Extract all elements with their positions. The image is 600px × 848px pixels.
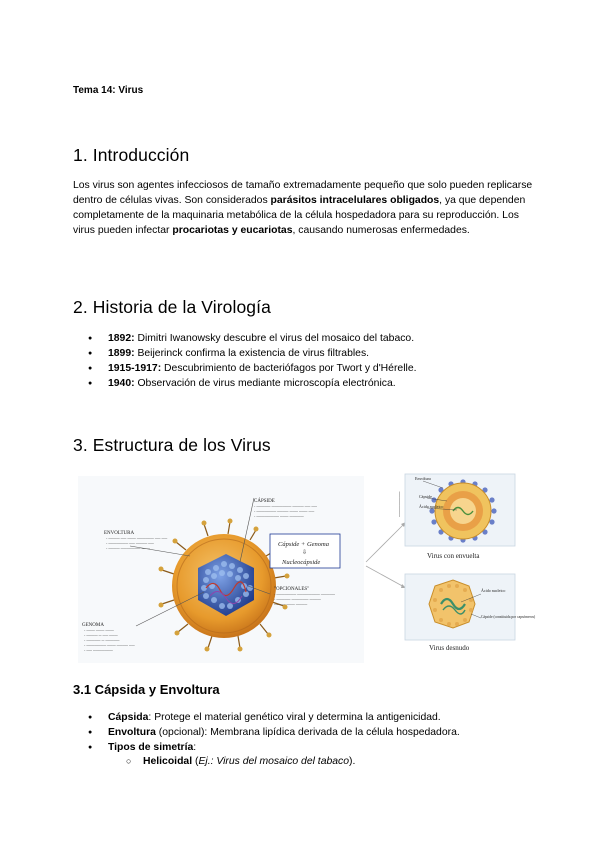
heading-capsida-envoltura: 3.1 Cápsida y Envoltura [73, 682, 220, 697]
svg-text:- ─────── ──── ─── ─── ──: - ─────── ──── ─── ─── ── [254, 509, 315, 514]
svg-text:- ──── ─ ── ───: - ──── ─ ── ─── [84, 633, 118, 638]
capsida-list [73, 710, 460, 755]
enveloped-virus-figure [397, 474, 517, 566]
enveloped-label-capside: Cápside [419, 494, 432, 499]
list-item: ● 1899: Beijerinck confirma la existencia de virus filtrables. [73, 346, 417, 361]
svg-text:- ──── ─────── ───: - ──── ─────── ─── [106, 546, 151, 551]
svg-text:- ─── ─── ───: - ─── ─── ─── [84, 628, 114, 633]
bold-procariotas: procariotas y eucariotas [172, 225, 293, 236]
svg-text:- ──── ── ─── ────── ── ──: - ──── ── ─── ────── ── ── [106, 536, 168, 541]
svg-text:- ── ───────: - ── ─────── [84, 648, 113, 653]
bold-parasitos: parásitos intracelulares obligados [270, 195, 440, 206]
svg-text:- ───── ────── ────: - ───── ────── ──── [274, 597, 321, 602]
list-item: ● 1892: Dimitri Iwanowsky descubre el virus del mosaico del tabaco. [73, 331, 417, 346]
figure-arrows [364, 500, 410, 590]
enveloped-label-envoltura: Envoltura [415, 476, 431, 481]
svg-text:- ─────── ──────── ─────: - ─────── ──────── ───── [274, 592, 336, 597]
heading-estructura: 3. Estructura de los Virus [73, 435, 271, 455]
naked-label-capside: Cápside (constituida por capsómeros) [481, 615, 536, 619]
svg-text:- ──────── ─── ─────: - ──────── ─── ───── [254, 514, 304, 519]
intro-paragraph: Los virus son agentes infecciosos de tamaño extremadamente pequeño que solo pueden replicarse dentro de células vivas. Son considerados parásitos intracelulares obligados, ya que dependen completamente de la maquinaria metabólica de la célula hospedadora para su reproducción. Los virus pueden infectar procariotas y eucariotas, causando numerosas enfermedades. [73, 180, 533, 236]
label-capside: CÁPSIDE [254, 499, 275, 504]
naked-label-acido: Ácido nucleico [481, 588, 506, 593]
svg-text:- ─────── ─── ──── ──: - ─────── ─── ──── ── [84, 643, 135, 648]
svg-text:- ─────── ── ──── ──: - ─────── ── ──── ── [106, 541, 154, 546]
heading-introduccion: 1. Introducción [73, 145, 190, 165]
document-title: Tema 14: Virus [73, 85, 144, 96]
list-item: ● 1940: Observación de virus mediante microscopía electrónica. [73, 376, 417, 391]
svg-text:- ───── ─────── ──── ── ──: - ───── ─────── ──── ── ── [254, 504, 318, 509]
label-genoma: GENOMA [82, 623, 104, 628]
history-list [73, 331, 417, 391]
naked-virus-figure [405, 574, 536, 654]
caption-virus-con-envuelta: Virus con envuelta [427, 552, 480, 560]
caption-virus-desnudo: Virus desnudo [429, 644, 470, 652]
virus-structure-figure [78, 476, 364, 663]
svg-text:- ───── ─ ─────: - ───── ─ ───── [84, 638, 120, 643]
label-nucleocapside: Nucleocápside [282, 559, 321, 566]
enveloped-label-acido: Ácido nucleico [419, 504, 444, 509]
label-envoltura: ENVOLTURA [104, 531, 135, 536]
simetria-sublist [73, 754, 355, 769]
list-item: ● Envoltura (opcional): Membrana lipídica derivada de la célula hospedadora. [73, 725, 460, 740]
heading-historia: 2. Historia de la Virología [73, 297, 271, 317]
svg-text:──── ─── ────: ──── ─── ──── [274, 602, 308, 607]
list-item: ● Cápsida: Protege el material genético viral y determina la antigenicidad. [73, 710, 460, 725]
list-item: ● Tipos de simetría: [73, 740, 460, 755]
list-item: ○ Helicoidal (Ej.: Virus del mosaico del tabaco). [73, 754, 355, 769]
label-capside-genoma: Cápside + Genoma [278, 541, 329, 548]
label-opcionales: "OPCIONALES" [274, 587, 310, 592]
svg-text:⇩: ⇩ [302, 550, 308, 556]
list-item: ● 1915-1917: Descubrimiento de bacteriófagos por Twort y d'Hérelle. [73, 361, 417, 376]
svg-text:─────────: ───────── [397, 491, 402, 517]
